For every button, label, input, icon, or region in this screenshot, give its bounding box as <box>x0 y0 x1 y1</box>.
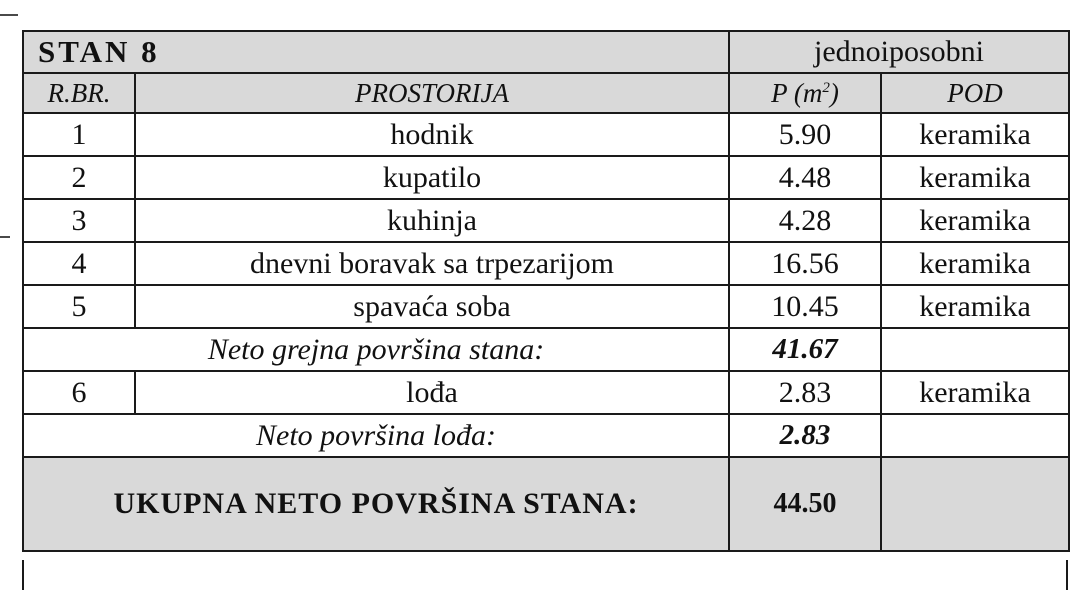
net-loggia-area-label: Neto površina lođa: <box>23 414 729 457</box>
apartment-spec-table <box>22 30 1070 552</box>
apartment-spec-table-wrapper <box>22 30 1068 552</box>
row-floor: keramika <box>881 199 1069 242</box>
header-room: PROSTORIJA <box>135 73 729 113</box>
table-row <box>23 242 1069 285</box>
header-area <box>729 73 881 113</box>
net-loggia-area-empty <box>881 414 1069 457</box>
apartment-title: STAN 8 <box>23 31 729 73</box>
table-bottom-strip <box>22 560 1068 590</box>
apartment-type: jednoiposobni <box>729 31 1069 73</box>
net-heated-area-value: 41.67 <box>729 328 881 371</box>
total-area-label: UKUPNA NETO POVRŠINA STANA: <box>23 457 729 551</box>
row-area: 5.90 <box>729 113 881 156</box>
row-area: 4.48 <box>729 156 881 199</box>
header-number: R.BR. <box>23 73 135 113</box>
net-heated-area-label: Neto grejna površina stana: <box>23 328 729 371</box>
row-area: 16.56 <box>729 242 881 285</box>
net-loggia-area-value: 2.83 <box>729 414 881 457</box>
row-room: kuhinja <box>135 199 729 242</box>
row-room: lođa <box>135 371 729 414</box>
row-room: hodnik <box>135 113 729 156</box>
row-floor: keramika <box>881 113 1069 156</box>
total-area-value: 44.50 <box>729 457 881 551</box>
row-room: kupatilo <box>135 156 729 199</box>
total-area-row <box>23 457 1069 551</box>
row-area: 2.83 <box>729 371 881 414</box>
row-number: 1 <box>23 113 135 156</box>
header-area-superscript: 2 <box>822 79 830 96</box>
row-area: 10.45 <box>729 285 881 328</box>
net-heated-area-empty <box>881 328 1069 371</box>
table-row <box>23 285 1069 328</box>
row-number: 4 <box>23 242 135 285</box>
margin-tick-middle <box>0 236 10 238</box>
net-loggia-area-row <box>23 414 1069 457</box>
header-area-close: ) <box>829 77 839 108</box>
row-floor: keramika <box>881 371 1069 414</box>
margin-tick-top <box>0 14 18 16</box>
table-row <box>23 199 1069 242</box>
net-heated-area-row <box>23 328 1069 371</box>
header-area-text: P (m <box>771 77 823 108</box>
header-floor: POD <box>881 73 1069 113</box>
table-header-row <box>23 73 1069 113</box>
row-area: 4.28 <box>729 199 881 242</box>
table-title-row <box>23 31 1069 73</box>
row-room: dnevni boravak sa trpezarijom <box>135 242 729 285</box>
row-number: 2 <box>23 156 135 199</box>
row-floor: keramika <box>881 242 1069 285</box>
row-number: 6 <box>23 371 135 414</box>
row-number: 3 <box>23 199 135 242</box>
row-number: 5 <box>23 285 135 328</box>
row-room: spavaća soba <box>135 285 729 328</box>
row-floor: keramika <box>881 156 1069 199</box>
row-floor: keramika <box>881 285 1069 328</box>
table-row <box>23 156 1069 199</box>
table-row <box>23 113 1069 156</box>
total-area-empty <box>881 457 1069 551</box>
table-row <box>23 371 1069 414</box>
